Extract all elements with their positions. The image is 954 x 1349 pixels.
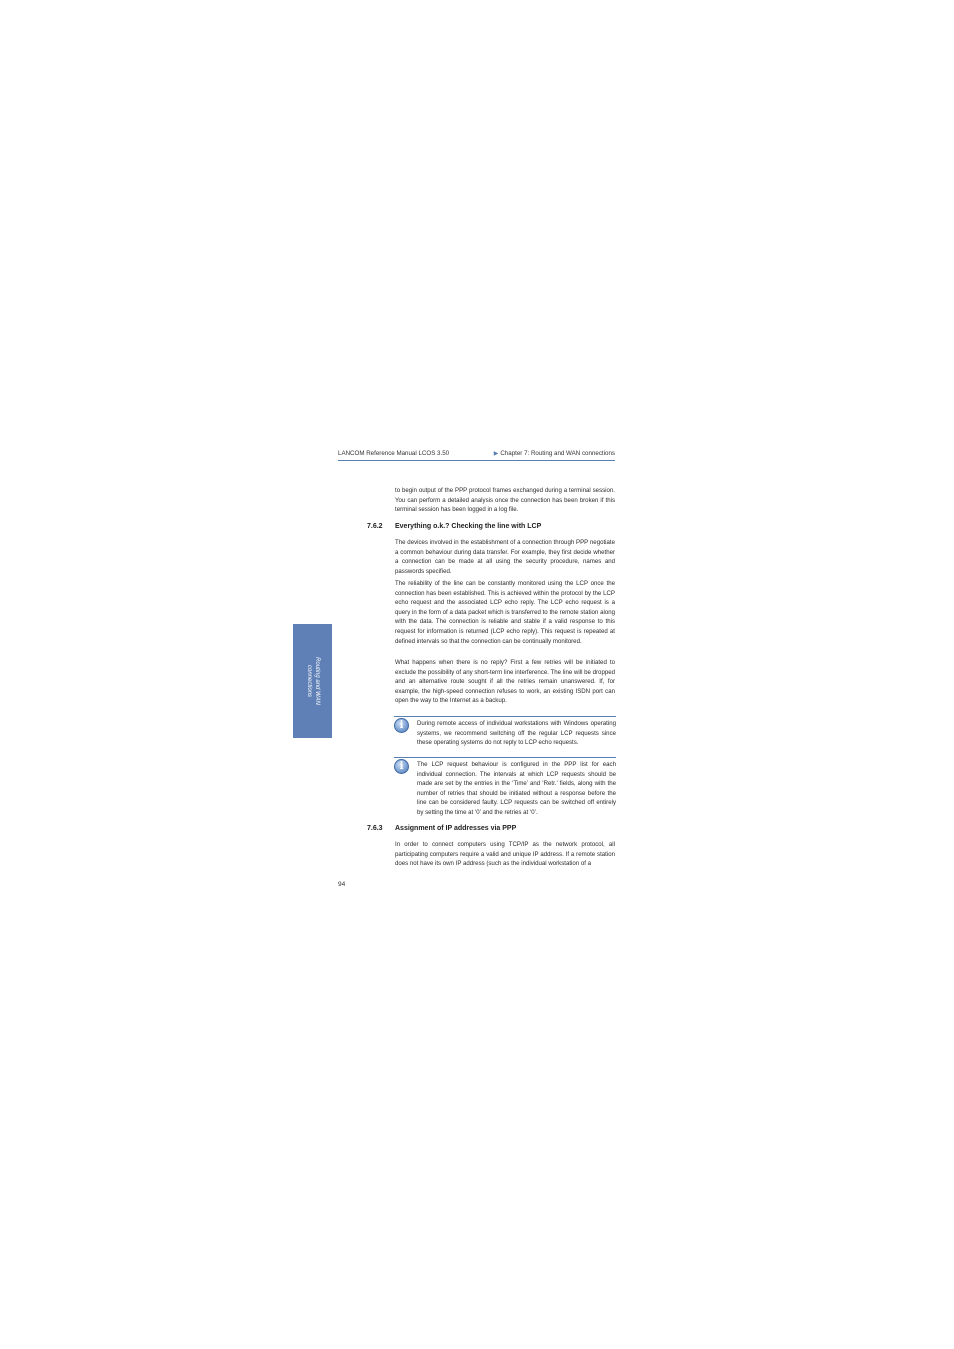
note-text: The LCP request behaviour is configured in the PPP list for each individual connection. The intervals at which LCP requests should be made are set by the entries in the ‘Time’ and ‘Retr.’ fields, along with the number of retries that should be initiated without a response before the line can be considered faulty. LCP requests can be switched off entirely by setting the time at ‘0’ and the retries at ‘0’.	[417, 761, 616, 816]
intro-paragraph: to begin output of the PPP protocol frames exchanged during a terminal session. You can perform a detailed analysis once the connection has been broken if this terminal session has been logged in a log file.	[395, 487, 615, 514]
section-heading-763	[367, 825, 617, 832]
page-number: 94	[338, 881, 346, 888]
note-text: During remote access of individual workstations with Windows operating systems, we recommend switching off the regular LCP requests since these operating systems do not reply to LCP echo requests.	[417, 720, 616, 747]
header-manual-title: LANCOM Reference Manual LCOS 3.50	[338, 450, 450, 457]
section-number: 7.6.2	[367, 523, 383, 530]
running-header	[338, 449, 615, 461]
paragraph: What happens when there is no reply? First a few retries will be initiated to exclude the possibility of any short-term line interference. The line will be dropped and an alternative route sought if all the retries remain unanswered. If, for example, the high-speed connection refuses to work, an existing ISDN port can open the way to the Internet as a backup.	[395, 659, 615, 705]
header-chapter-label: Chapter 7: Routing and WAN connections	[500, 450, 615, 457]
paragraph: The reliability of the line can be constantly monitored using the LCP once the connection has been established. This is achieved within the protocol by the LCP echo request and the associated LCP echo reply. The LCP echo request is a query in the form of a data packet which is transferred to the remote station along with the data. The connection is reliable and stable if a valid response to this request for information is returned (LCP echo reply). This request is repeated at defined intervals so that the connection can be continually monitored.	[395, 580, 615, 645]
header-chapter	[494, 450, 615, 457]
info-note	[394, 716, 616, 748]
side-tab-line-2: connections	[305, 664, 312, 698]
section-number: 7.6.3	[367, 825, 383, 832]
section-title: Assignment of IP addresses via PPP	[395, 825, 517, 832]
section-heading-762	[367, 523, 617, 530]
info-icon: i	[394, 759, 409, 774]
paragraph: In order to connect computers using TCP/IP as the network protocol, all participating computers require a valid and unique IP address. If a remote station does not have its own IP address (such as the individual workstation of a	[395, 841, 615, 868]
chapter-side-tab	[293, 624, 332, 738]
paragraph: The devices involved in the establishment of a connection through PPP negotiate a common behaviour during data transfer. For example, they first decide whether a connection can be made at all using the security procedure, names and passwords specified.	[395, 539, 615, 575]
side-tab-line-1: Routing and WAN	[313, 657, 320, 705]
info-icon: i	[394, 718, 409, 733]
info-note	[394, 757, 616, 818]
section-title: Everything o.k.? Checking the line with LCP	[395, 523, 542, 530]
side-tab-label	[305, 626, 321, 736]
triangle-right-icon: ▶	[493, 451, 499, 457]
